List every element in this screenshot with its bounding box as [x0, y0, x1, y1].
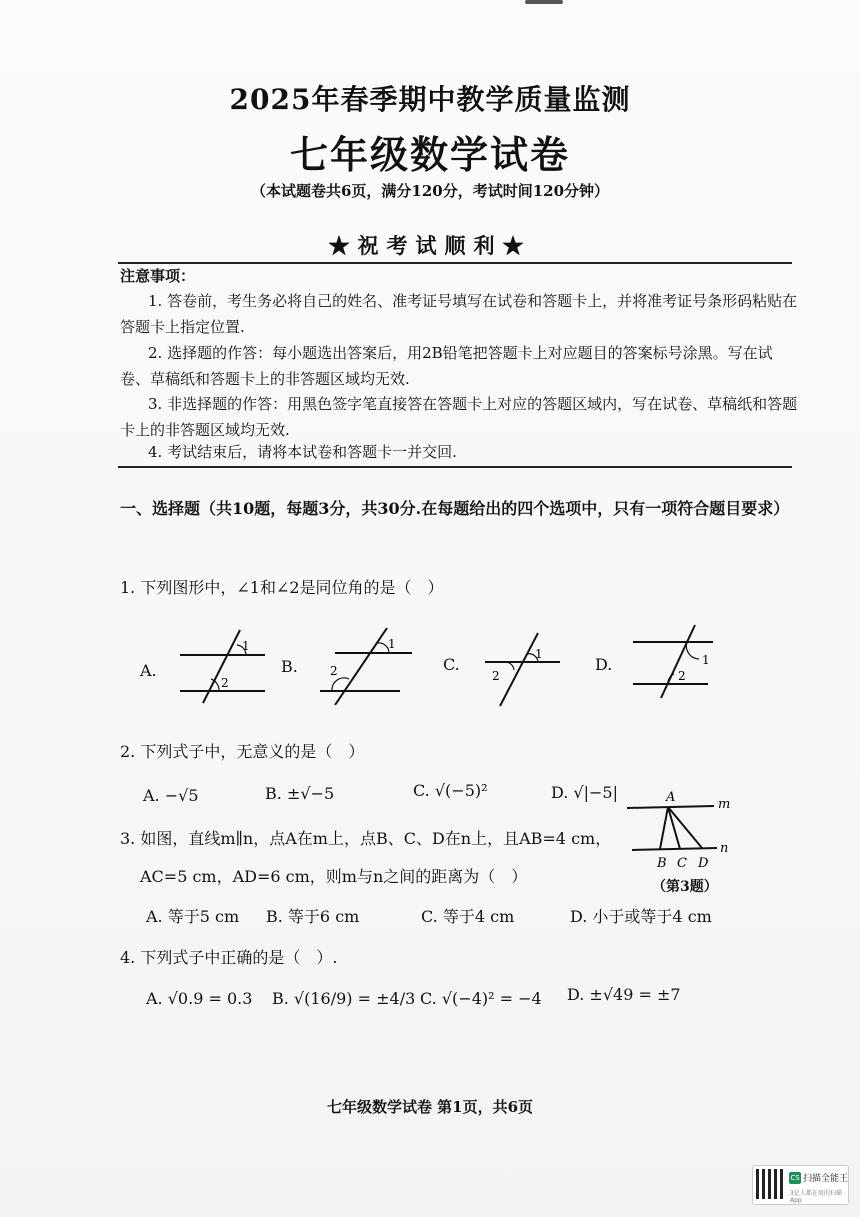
page-footer: 七年级数学试卷 第1页，共6页 — [326, 1098, 534, 1116]
q3-line-m-label: m — [718, 797, 731, 812]
q2-option-c: C. √(−5)² — [413, 781, 488, 800]
note-item-3: 3. 非选择题的作答：用黑色签字笔直接答在答题卡上对应的答题区域内，写在试卷、草稿纸和答题卡上的非答题区域均无效. — [120, 395, 798, 439]
q3-option-d: D. 小于或等于4 cm — [570, 907, 712, 926]
q3-point-a-label: A — [666, 790, 676, 805]
q1-figure-b — [315, 625, 415, 705]
note-item-1: 1. 答卷前，考生务必将自己的姓名、准考证号填写在试卷和答题卡上，并将准考证号条形码粘贴在答题卡上指定位置. — [120, 292, 798, 336]
q1c-angle-1-label: 1 — [535, 647, 543, 661]
q2-option-d: D. √|−5| — [551, 783, 618, 802]
q1-figure-d — [628, 622, 718, 702]
q1-option-b: B. — [281, 657, 298, 676]
q3-line-n-label: n — [720, 841, 729, 856]
exam-subtitle: （本试题卷共6页，满分120分，考试时间120分钟） — [250, 182, 610, 200]
divider-bottom — [118, 466, 792, 468]
q2-option-b: B. ±√−5 — [265, 784, 335, 803]
q1-figure-a — [170, 625, 270, 705]
q1c-angle-2-label: 2 — [492, 669, 500, 683]
q3-option-b: B. 等于6 cm — [266, 907, 360, 926]
exam-title-line2: 七年级数学试卷 — [289, 132, 570, 177]
scanner-watermark — [752, 1165, 849, 1205]
q1-figure-c — [480, 628, 565, 708]
q1-option-d: D. — [595, 655, 613, 674]
scanner-logo-icon: CS — [790, 1174, 800, 1182]
section-heading: 一、选择题（共10题，每题3分，共30分.在每题给出的四个选项中，只有一项符合题目要求） — [120, 499, 790, 518]
scanner-app-sub: 3亿人都在用的扫描App — [790, 1190, 842, 1204]
scanner-app-name: 扫描全能王 — [803, 1174, 849, 1184]
q1-option-c: C. — [443, 655, 460, 674]
question-4-stem: 4. 下列式子中正确的是（ ）. — [120, 948, 338, 967]
scan-smudge — [525, 0, 563, 4]
question-1-stem: 1. 下列图形中，∠1和∠2是同位角的是（ ） — [120, 578, 444, 597]
divider-top — [118, 262, 792, 264]
q1-option-a: A. — [140, 661, 157, 680]
exam-blessing: ★祝考试顺利★ — [328, 233, 532, 258]
exam-title-line1: 2025年春季期中教学质量监测 — [229, 83, 631, 116]
q4-option-c: C. √(−4)² = −4 — [420, 989, 542, 1008]
notes-heading: 注意事项： — [120, 267, 196, 285]
q3-option-c: C. 等于4 cm — [421, 907, 515, 926]
q1a-angle-2-label: 2 — [221, 676, 229, 690]
q3-point-b-label: B — [657, 856, 667, 871]
q1b-angle-2-label: 2 — [330, 664, 338, 678]
q4-option-b: B. √(16/9) = ±4/3 — [272, 989, 416, 1008]
q1d-angle-2-label: 2 — [678, 669, 686, 683]
question-3-stem-line2: AC=5 cm，AD=6 cm，则m与n之间的距离为（ ） — [140, 867, 528, 886]
question-2-stem: 2. 下列式子中，无意义的是（ ） — [120, 742, 365, 761]
q3-option-a: A. 等于5 cm — [146, 907, 240, 926]
q3-point-c-label: C — [677, 856, 687, 871]
q1b-angle-1-label: 1 — [388, 637, 396, 651]
question-3-stem-line1: 3. 如图，直线m∥n，点A在m上，点B、C、D在n上，且AB=4 cm， — [120, 829, 612, 848]
q1d-angle-1-label: 1 — [702, 653, 710, 667]
note-item-4: 4. 考试结束后，请将本试卷和答题卡一并交回. — [148, 443, 457, 461]
note-item-2: 2. 选择题的作答：每小题选出答案后，用2B铅笔把答题卡上对应题目的答案标号涂黑。写在试卷、草稿纸和答题卡上的非答题区域均无效. — [120, 344, 773, 388]
q3-figure — [622, 790, 737, 872]
q2-option-a: A. −√5 — [143, 786, 199, 805]
qr-code-icon — [756, 1169, 786, 1199]
q3-figure-caption: （第3题） — [652, 879, 718, 895]
q1a-angle-1-label: 1 — [242, 639, 250, 653]
q4-option-d: D. ±√49 = ±7 — [567, 985, 681, 1004]
q3-point-d-label: D — [698, 856, 709, 871]
q4-option-a: A. √0.9 = 0.3 — [146, 989, 253, 1008]
